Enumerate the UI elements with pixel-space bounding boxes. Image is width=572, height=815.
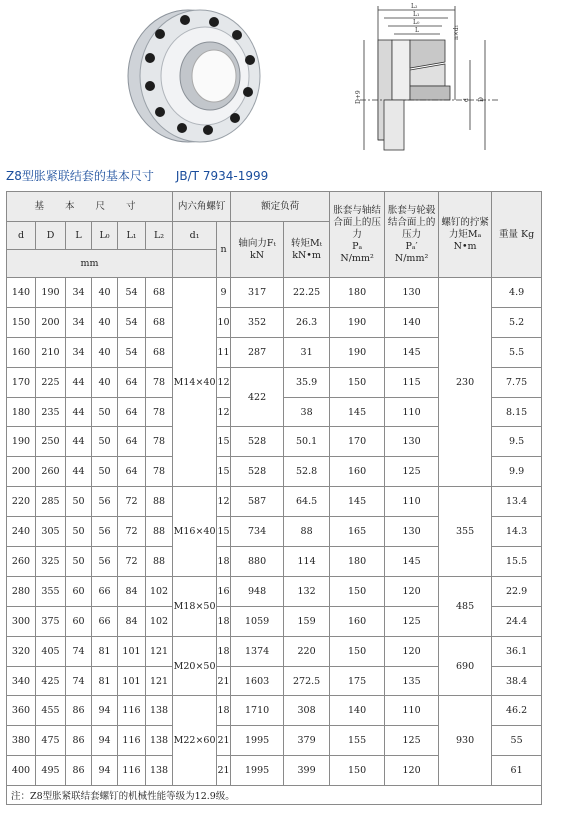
cell-dim: 138 — [146, 696, 173, 726]
cell-pressure-shaft: 150 — [330, 756, 385, 786]
cell-dim: 94 — [92, 696, 118, 726]
cell-dim: 56 — [92, 487, 118, 517]
header-basic-dims: 基 本 尺 寸 — [7, 192, 173, 222]
cell-axial-force: 422 — [231, 367, 284, 427]
cell-dim: 160 — [7, 337, 36, 367]
torque-label: 转矩Mₜ — [291, 237, 323, 249]
cell-axial-force: 1059 — [231, 606, 284, 636]
cell-dim: 66 — [92, 576, 118, 606]
cell-dim: 495 — [36, 756, 66, 786]
cell-bolt-count: 18 — [217, 636, 231, 666]
cell-pressure-hub: 125 — [385, 606, 439, 636]
cell-tightening-torque: 930 — [439, 696, 492, 786]
cell-bolt-count: 12 — [217, 397, 231, 427]
cell-dim: 116 — [118, 696, 146, 726]
cell-torque: 50.1 — [284, 427, 330, 457]
header-weight: 重量 Kg — [492, 192, 542, 278]
col-n: n — [217, 222, 231, 278]
col-L: L — [66, 222, 92, 250]
cell-weight: 14.3 — [492, 517, 542, 547]
cell-torque: 272.5 — [284, 666, 330, 696]
cell-dim: 150 — [7, 307, 36, 337]
cell-dim: 78 — [146, 427, 173, 457]
cell-dim: 44 — [66, 397, 92, 427]
cell-pressure-hub: 130 — [385, 517, 439, 547]
unit-mm: mm — [7, 250, 173, 278]
cell-dim: 78 — [146, 397, 173, 427]
cell-dim: 74 — [66, 666, 92, 696]
cell-bolt-count: 16 — [217, 576, 231, 606]
cell-pressure-hub: 130 — [385, 427, 439, 457]
cell-bolt-count: 15 — [217, 517, 231, 547]
cell-bolt-count: 21 — [217, 756, 231, 786]
cell-pressure-hub: 110 — [385, 397, 439, 427]
cell-pressure-hub: 125 — [385, 726, 439, 756]
table-row — [7, 576, 542, 606]
cell-dim: 88 — [146, 487, 173, 517]
cell-dim: 200 — [7, 457, 36, 487]
cell-dim: 285 — [36, 487, 66, 517]
col-torque — [284, 222, 330, 278]
cell-dim: 84 — [118, 576, 146, 606]
cell-dim: 34 — [66, 337, 92, 367]
cell-pressure-shaft: 145 — [330, 397, 385, 427]
cell-axial-force: 734 — [231, 517, 284, 547]
cell-dim: 50 — [66, 517, 92, 547]
cell-tightening-torque: 230 — [439, 278, 492, 487]
cell-dim: 200 — [36, 307, 66, 337]
cell-dim: 140 — [7, 278, 36, 308]
cell-dim: 40 — [92, 307, 118, 337]
cell-pressure-hub: 145 — [385, 337, 439, 367]
label-nxd1: n×d₁ — [453, 24, 460, 40]
cell-dim: 78 — [146, 367, 173, 397]
label-d-large: D — [478, 97, 485, 102]
cell-pressure-shaft: 150 — [330, 367, 385, 397]
cell-dim: 64 — [118, 397, 146, 427]
cell-pressure-shaft: 155 — [330, 726, 385, 756]
cell-dim: 210 — [36, 337, 66, 367]
cell-pressure-hub: 125 — [385, 457, 439, 487]
cell-axial-force: 1603 — [231, 666, 284, 696]
cell-dim: 102 — [146, 606, 173, 636]
pressure-hub-label: 胀套与轮毂结合面上的压力 — [387, 204, 436, 240]
cell-dim: 475 — [36, 726, 66, 756]
cell-bolt-count: 12 — [217, 487, 231, 517]
cell-dim: 102 — [146, 576, 173, 606]
cell-dim: 68 — [146, 337, 173, 367]
cell-dim: 116 — [118, 756, 146, 786]
col-L1: L₁ — [118, 222, 146, 250]
cell-dim: 121 — [146, 636, 173, 666]
cell-dim: 44 — [66, 367, 92, 397]
cell-dim: 101 — [118, 666, 146, 696]
table-row — [7, 278, 542, 308]
cell-bolt-count: 18 — [217, 696, 231, 726]
header-pressure-shaft — [330, 192, 385, 278]
cell-dim: 68 — [146, 278, 173, 308]
cell-weight: 8.15 — [492, 397, 542, 427]
cell-weight: 38.4 — [492, 666, 542, 696]
cell-weight: 36.1 — [492, 636, 542, 666]
cell-torque: 88 — [284, 517, 330, 547]
label-d-small: d — [463, 98, 470, 102]
cell-pressure-shaft: 170 — [330, 427, 385, 457]
table-note: 注：Z8型胀紧联结套螺钉的机械性能等级为12.9级。 — [7, 786, 542, 805]
label-l: L — [415, 27, 419, 34]
dimension-table — [6, 191, 542, 805]
cell-dim: 56 — [92, 517, 118, 547]
cell-pressure-shaft: 190 — [330, 307, 385, 337]
cell-torque: 379 — [284, 726, 330, 756]
cell-bolt-count: 15 — [217, 457, 231, 487]
cell-dim: 88 — [146, 517, 173, 547]
cell-dim: 400 — [7, 756, 36, 786]
cell-dim: 325 — [36, 547, 66, 577]
cell-dim: 355 — [36, 576, 66, 606]
cell-bolt-count: 10 — [217, 307, 231, 337]
cell-pressure-shaft: 165 — [330, 517, 385, 547]
cell-bolt-count: 15 — [217, 427, 231, 457]
cell-weight: 22.9 — [492, 576, 542, 606]
label-l1: L₁ — [413, 11, 420, 18]
cell-dim: 360 — [7, 696, 36, 726]
col-L0: L₀ — [92, 222, 118, 250]
table-row — [7, 696, 542, 726]
cell-torque: 399 — [284, 756, 330, 786]
cell-pressure-hub: 120 — [385, 636, 439, 666]
cell-axial-force: 528 — [231, 427, 284, 457]
cell-axial-force: 880 — [231, 547, 284, 577]
cell-torque: 52.8 — [284, 457, 330, 487]
cell-dim: 34 — [66, 278, 92, 308]
cell-bolt-count: 18 — [217, 606, 231, 636]
pressure-shaft-symbol: Pₐ — [352, 240, 363, 252]
cell-dim: 72 — [118, 517, 146, 547]
cell-dim: 260 — [7, 547, 36, 577]
cell-pressure-hub: 135 — [385, 666, 439, 696]
cell-tightening-torque: 485 — [439, 576, 492, 636]
col-d1: d₁ — [173, 222, 217, 250]
cell-pressure-hub: 120 — [385, 756, 439, 786]
table-body — [7, 278, 542, 786]
product-illustration-area — [0, 0, 572, 165]
col-d: d — [7, 222, 36, 250]
cell-torque: 220 — [284, 636, 330, 666]
cell-dim: 54 — [118, 307, 146, 337]
cell-dim: 44 — [66, 427, 92, 457]
header-load: 额定负荷 — [231, 192, 330, 222]
torque-unit: kN•m — [292, 249, 321, 261]
cell-dim: 40 — [92, 367, 118, 397]
caption-title: Z8型胀紧联结套的基本尺寸 — [6, 169, 154, 183]
cell-pressure-shaft: 160 — [330, 606, 385, 636]
cell-pressure-hub: 120 — [385, 576, 439, 606]
cell-weight: 61 — [492, 756, 542, 786]
cell-dim: 66 — [92, 606, 118, 636]
cell-pressure-shaft: 160 — [330, 457, 385, 487]
cell-tightening-torque: 690 — [439, 636, 492, 696]
cell-dim: 88 — [146, 547, 173, 577]
cell-dim: 50 — [92, 397, 118, 427]
cell-pressure-hub: 130 — [385, 278, 439, 308]
cell-dim: 78 — [146, 457, 173, 487]
cell-pressure-shaft: 180 — [330, 278, 385, 308]
cell-torque: 22.25 — [284, 278, 330, 308]
cell-axial-force: 287 — [231, 337, 284, 367]
cell-dim: 40 — [92, 337, 118, 367]
cell-pressure-hub: 140 — [385, 307, 439, 337]
cell-pressure-hub: 115 — [385, 367, 439, 397]
cell-dim: 94 — [92, 756, 118, 786]
cell-pressure-shaft: 145 — [330, 487, 385, 517]
cell-pressure-hub: 110 — [385, 696, 439, 726]
header-bolt: 内六角螺钉 — [173, 192, 231, 222]
cell-torque: 64.5 — [284, 487, 330, 517]
cell-pressure-shaft: 150 — [330, 636, 385, 666]
cell-bolt-size: M16×40 — [173, 487, 217, 577]
col-axial-force — [231, 222, 284, 278]
cell-axial-force: 587 — [231, 487, 284, 517]
pressure-hub-unit: N/mm² — [394, 252, 429, 264]
cell-dim: 305 — [36, 517, 66, 547]
cell-axial-force: 1995 — [231, 726, 284, 756]
cell-dim: 72 — [118, 487, 146, 517]
cell-dim: 86 — [66, 756, 92, 786]
cell-dim: 84 — [118, 606, 146, 636]
cell-dim: 64 — [118, 367, 146, 397]
table-row — [7, 487, 542, 517]
header-pressure-hub — [385, 192, 439, 278]
cell-pressure-hub: 145 — [385, 547, 439, 577]
pressure-hub-symbol: Pₐ′ — [405, 240, 418, 252]
unit-blank — [173, 250, 217, 278]
coupling-photo — [128, 10, 260, 142]
cell-axial-force: 317 — [231, 278, 284, 308]
cell-torque: 308 — [284, 696, 330, 726]
cell-dim: 50 — [92, 457, 118, 487]
cell-dim: 34 — [66, 307, 92, 337]
cell-weight: 5.5 — [492, 337, 542, 367]
cell-weight: 46.2 — [492, 696, 542, 726]
col-D: D — [36, 222, 66, 250]
cell-weight: 15.5 — [492, 547, 542, 577]
cell-dim: 50 — [92, 427, 118, 457]
cell-dim: 380 — [7, 726, 36, 756]
cell-dim: 86 — [66, 696, 92, 726]
cell-pressure-hub: 110 — [385, 487, 439, 517]
cell-dim: 405 — [36, 636, 66, 666]
cell-pressure-shaft: 180 — [330, 547, 385, 577]
cell-torque: 159 — [284, 606, 330, 636]
cell-bolt-count: 11 — [217, 337, 231, 367]
cell-dim: 425 — [36, 666, 66, 696]
cell-dim: 60 — [66, 576, 92, 606]
cell-axial-force: 1995 — [231, 756, 284, 786]
cell-torque: 114 — [284, 547, 330, 577]
cell-weight: 5.2 — [492, 307, 542, 337]
axial-force-unit: kN — [250, 249, 265, 261]
cell-dim: 250 — [36, 427, 66, 457]
cell-dim: 220 — [7, 487, 36, 517]
cell-bolt-size: M22×60 — [173, 696, 217, 786]
cell-dim: 225 — [36, 367, 66, 397]
cell-dim: 170 — [7, 367, 36, 397]
cell-bolt-count: 12 — [217, 367, 231, 397]
cell-axial-force: 528 — [231, 457, 284, 487]
cell-dim: 455 — [36, 696, 66, 726]
cell-dim: 121 — [146, 666, 173, 696]
cell-axial-force: 1710 — [231, 696, 284, 726]
label-l2: L₂ — [411, 3, 418, 10]
cell-dim: 235 — [36, 397, 66, 427]
cell-torque: 26.3 — [284, 307, 330, 337]
cell-dim: 64 — [118, 457, 146, 487]
cell-weight: 13.4 — [492, 487, 542, 517]
cell-pressure-shaft: 190 — [330, 337, 385, 367]
cell-dim: 190 — [36, 278, 66, 308]
cell-weight: 9.9 — [492, 457, 542, 487]
cell-tightening-torque: 355 — [439, 487, 492, 577]
cell-pressure-shaft: 140 — [330, 696, 385, 726]
cell-dim: 64 — [118, 427, 146, 457]
cell-bolt-size: M20×50 — [173, 636, 217, 696]
cell-dim: 81 — [92, 666, 118, 696]
cell-dim: 138 — [146, 726, 173, 756]
cell-dim: 260 — [36, 457, 66, 487]
cell-torque: 38 — [284, 397, 330, 427]
pressure-shaft-unit: N/mm² — [340, 252, 374, 264]
tightening-torque-unit: N•m — [453, 240, 477, 252]
cell-dim: 190 — [7, 427, 36, 457]
cell-bolt-count: 18 — [217, 547, 231, 577]
axial-force-label: 轴向力Fₜ — [238, 237, 276, 249]
cell-dim: 68 — [146, 307, 173, 337]
cell-dim: 320 — [7, 636, 36, 666]
cell-dim: 74 — [66, 636, 92, 666]
cell-bolt-count: 9 — [217, 278, 231, 308]
table-caption — [6, 167, 268, 184]
cell-weight: 24.4 — [492, 606, 542, 636]
cell-dim: 60 — [66, 606, 92, 636]
cell-weight: 7.75 — [492, 367, 542, 397]
cell-bolt-size: M18×50 — [173, 576, 217, 636]
cell-weight: 55 — [492, 726, 542, 756]
col-L2: L₂ — [146, 222, 173, 250]
cell-torque: 132 — [284, 576, 330, 606]
cell-dim: 81 — [92, 636, 118, 666]
cell-dim: 72 — [118, 547, 146, 577]
cell-torque: 31 — [284, 337, 330, 367]
cell-dim: 40 — [92, 278, 118, 308]
caption-standard: JB/T 7934-1999 — [175, 169, 269, 183]
cell-weight: 9.5 — [492, 427, 542, 457]
cell-dim: 180 — [7, 397, 36, 427]
cell-bolt-size: M14×40 — [173, 278, 217, 487]
cell-torque: 35.9 — [284, 367, 330, 397]
cell-dim: 340 — [7, 666, 36, 696]
cell-dim: 116 — [118, 726, 146, 756]
cell-dim: 54 — [118, 337, 146, 367]
cell-bolt-count: 21 — [217, 666, 231, 696]
cell-weight: 4.9 — [492, 278, 542, 308]
header-tightening-torque — [439, 192, 492, 278]
cell-dim: 56 — [92, 547, 118, 577]
cell-dim: 50 — [66, 547, 92, 577]
cell-dim: 280 — [7, 576, 36, 606]
cell-dim: 54 — [118, 278, 146, 308]
cell-axial-force: 352 — [231, 307, 284, 337]
table-row — [7, 636, 542, 666]
cell-dim: 240 — [7, 517, 36, 547]
cell-dim: 138 — [146, 756, 173, 786]
cell-dim: 300 — [7, 606, 36, 636]
cell-dim: 94 — [92, 726, 118, 756]
label-l0: L₀ — [413, 19, 420, 26]
cell-bolt-count: 21 — [217, 726, 231, 756]
cell-dim: 375 — [36, 606, 66, 636]
cell-dim: 86 — [66, 726, 92, 756]
pressure-shaft-label: 胀套与轴结合面上的压力 — [333, 204, 381, 240]
cell-pressure-shaft: 175 — [330, 666, 385, 696]
label-d9: D+9 — [355, 90, 362, 104]
tightening-torque-label: 螺钉的拧紧力矩Mₐ — [441, 216, 489, 240]
technical-drawing — [355, 3, 500, 150]
cell-pressure-shaft: 150 — [330, 576, 385, 606]
cell-axial-force: 1374 — [231, 636, 284, 666]
cell-dim: 50 — [66, 487, 92, 517]
cell-axial-force: 948 — [231, 576, 284, 606]
cell-dim: 101 — [118, 636, 146, 666]
cell-dim: 44 — [66, 457, 92, 487]
